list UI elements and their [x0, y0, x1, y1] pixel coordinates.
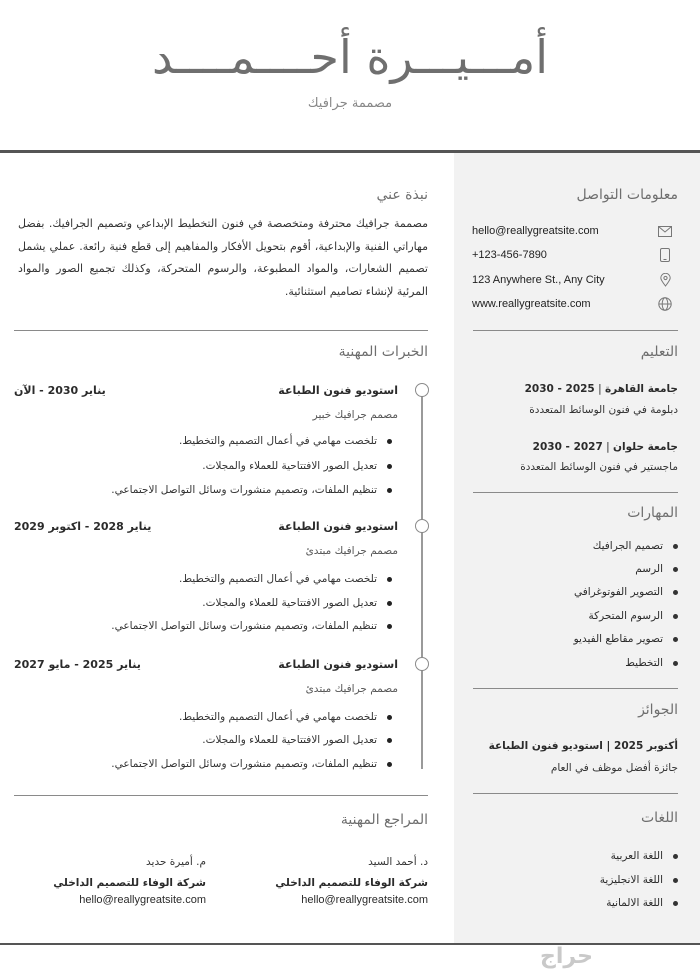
language-item	[538, 874, 678, 886]
education-school-1: جامعة القاهرة	[604, 383, 678, 395]
bullet-icon	[387, 738, 392, 743]
contact-website[interactable]: www.reallygreatsite.com	[472, 298, 591, 310]
job-company: استوديو فنون الطباعة	[278, 384, 398, 397]
reference-name-1: د. أحمد السيد	[368, 856, 428, 868]
references-title: المراجع المهنية	[340, 812, 428, 828]
job-bullet-text: تلخصت مهامي في أعمال التصميم والتخطيط.	[178, 711, 377, 723]
contact-phone-row	[472, 246, 672, 264]
job-title: مصممة جرافيك	[307, 96, 393, 111]
bullet-icon	[673, 590, 678, 595]
contact-title: معلومات التواصل	[576, 187, 678, 203]
job-bullet-text: تعديل الصور الافتتاحية للعملاء والمجلات.	[202, 597, 377, 609]
education-degree-2: ماجستير في فنون الوسائط المتعددة	[520, 461, 678, 473]
education-degree-1: دبلومة في فنون الوسائط المتعددة	[529, 404, 678, 416]
bullet-icon	[673, 901, 678, 906]
person-name: أمـــيـــرة أحــــمــــد	[151, 30, 549, 84]
job-company: استوديو فنون الطباعة	[278, 520, 398, 533]
job-bullet	[52, 758, 392, 770]
job-bullet	[52, 484, 392, 496]
education-entry-1: جامعة القاهرة | 2025 - 2030	[524, 383, 678, 395]
award-detail: جائزة أفضل موظف في العام	[550, 762, 678, 774]
skill-label: الرسوم المتحركة	[588, 610, 663, 622]
award-line: أكتوبر 2025 | استوديو فنون الطباعة	[488, 740, 678, 752]
phone-icon	[658, 248, 672, 262]
bullet-icon	[387, 488, 392, 493]
about-title: نبذة عني	[376, 187, 428, 203]
timeline-dot	[415, 519, 429, 533]
job-dates: يناير 2030 - الآن	[14, 384, 106, 397]
bullet-icon	[387, 464, 392, 469]
reference-email-1[interactable]: hello@reallygreatsite.com	[301, 894, 428, 906]
bullet-icon	[673, 661, 678, 666]
timeline-line	[421, 389, 423, 769]
skill-item	[538, 657, 678, 669]
job-bullet-text: تعديل الصور الافتتاحية للعملاء والمجلات.	[202, 734, 377, 746]
bullet-icon	[387, 601, 392, 606]
email-icon	[658, 224, 672, 238]
job-bullet	[52, 597, 392, 609]
skill-item	[538, 633, 678, 645]
footer-strip	[0, 945, 700, 977]
job-bullet-text: تلخصت مهامي في أعمال التصميم والتخطيط.	[178, 573, 377, 585]
skills-title: المهارات	[627, 505, 678, 521]
about-text: مصممة جرافيك محترفة ومتخصصة في فنون التخطيط الإبداعي وتصميم الجرافيك. بفضل مهاراتي الفنية والإبداعية، أقوم بتحويل الأفكار والمفاهيم إلى قطع فنية رائعة. عملي يشمل تصميم الشعارات، والمواد المطبوعة، والرسوم المتحركة، وكذلك تجميع الصور والمواد المرئية لإنشاء تصاميم استثنائية.	[18, 217, 428, 298]
skill-item	[538, 540, 678, 552]
reference-name-2: م. أميرة حديد	[146, 856, 206, 868]
bullet-icon	[387, 762, 392, 767]
job-bullet-text: تنظيم الملفات، وتصميم منشورات وسائل التواصل الاجتماعي.	[111, 484, 377, 496]
bullet-icon	[673, 614, 678, 619]
job-bullet	[52, 435, 392, 447]
bullet-icon	[673, 878, 678, 883]
globe-icon	[658, 297, 672, 311]
skill-label: تصوير مقاطع الفيديو	[573, 633, 663, 645]
language-item	[538, 850, 678, 862]
main-divider	[14, 330, 428, 331]
contact-email[interactable]: hello@reallygreatsite.com	[472, 225, 599, 237]
job-dates: يناير 2025 - مايو 2027	[14, 658, 141, 671]
skill-item	[538, 563, 678, 575]
job-role: مصمم جرافيك مبتدئ	[305, 545, 398, 557]
reference-org-2: شركة الوفاء للتصميم الداخلي	[53, 877, 206, 889]
education-title: التعليم	[640, 344, 678, 360]
awards-title: الجوائز	[638, 702, 678, 718]
job-bullet	[52, 711, 392, 723]
education-years-1: 2025 - 2030	[524, 383, 595, 395]
reference-org-1: شركة الوفاء للتصميم الداخلي	[275, 877, 428, 889]
watermark-logo: حراج	[540, 944, 593, 969]
contact-website-row	[472, 295, 672, 313]
bullet-icon	[673, 544, 678, 549]
language-label: اللغة الانجليزية	[599, 874, 663, 886]
education-entry-2: جامعة حلوان | 2027 - 2030	[532, 441, 678, 453]
job-bullet	[52, 573, 392, 585]
experience-title: الخبرات المهنية	[338, 344, 428, 360]
sidebar-divider	[473, 793, 678, 794]
job-company: استوديو فنون الطباعة	[278, 658, 398, 671]
bullet-icon	[387, 624, 392, 629]
reference-email-2[interactable]: hello@reallygreatsite.com	[79, 894, 206, 906]
skill-label: الرسم	[635, 563, 663, 575]
job-bullet	[52, 460, 392, 472]
bullet-icon	[673, 637, 678, 642]
job-bullet	[52, 620, 392, 632]
languages-title: اللغات	[641, 810, 678, 826]
bullet-icon	[387, 577, 392, 582]
bullet-icon	[673, 567, 678, 572]
skill-label: التصوير الفوتوغرافي	[573, 586, 663, 598]
bullet-icon	[387, 439, 392, 444]
bullet-icon	[387, 715, 392, 720]
sidebar-divider	[473, 492, 678, 493]
resume-header	[0, 0, 700, 150]
language-item	[538, 897, 678, 909]
job-bullet-text: تعديل الصور الافتتاحية للعملاء والمجلات.	[202, 460, 377, 472]
job-bullet	[52, 734, 392, 746]
language-label: اللغة الالمانية	[606, 897, 663, 909]
education-years-2: 2027 - 2030	[532, 441, 603, 453]
location-icon	[658, 273, 672, 287]
job-role: مصمم جرافيك خبير	[312, 409, 398, 421]
job-bullet-text: تنظيم الملفات، وتصميم منشورات وسائل التواصل الاجتماعي.	[111, 758, 377, 770]
sidebar-divider	[473, 330, 678, 331]
job-role: مصمم جرافيك مبتدئ	[305, 683, 398, 695]
contact-phone[interactable]: +123-456-7890	[472, 249, 547, 261]
main-divider	[14, 795, 428, 796]
job-bullet-text: تلخصت مهامي في أعمال التصميم والتخطيط.	[178, 435, 377, 447]
contact-address: 123 Anywhere St., Any City	[472, 274, 605, 286]
bullet-icon	[673, 854, 678, 859]
job-bullet-text: تنظيم الملفات، وتصميم منشورات وسائل التواصل الاجتماعي.	[111, 620, 377, 632]
skill-item	[538, 610, 678, 622]
skill-label: تصميم الجرافيك	[592, 540, 663, 552]
timeline-dot	[415, 383, 429, 397]
contact-address-row	[472, 271, 672, 289]
contact-email-row	[472, 222, 672, 240]
sidebar-divider	[473, 688, 678, 689]
education-school-2: جامعة حلوان	[613, 441, 678, 453]
skill-label: التخطيط	[625, 657, 663, 669]
timeline-dot	[415, 657, 429, 671]
job-dates: يناير 2028 - اكتوبر 2029	[14, 520, 152, 533]
skill-item	[538, 586, 678, 598]
language-label: اللغة العربية	[610, 850, 663, 862]
